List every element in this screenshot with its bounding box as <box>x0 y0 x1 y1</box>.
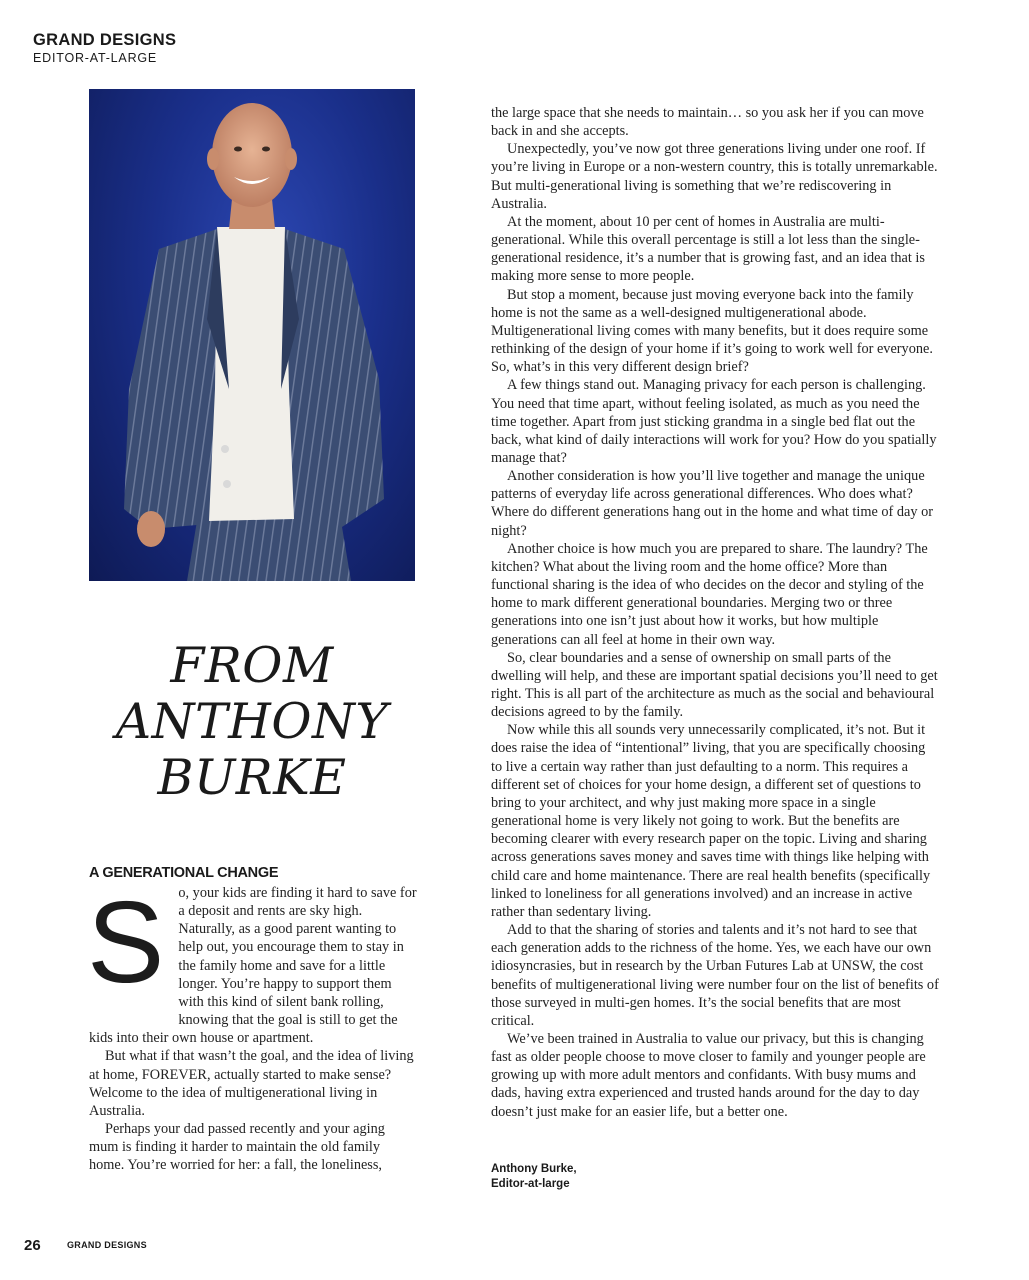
headline-line: FROM <box>170 637 334 694</box>
author-byline <box>491 1162 577 1192</box>
body-paragraph: But what if that wasn’t the goal, and the idea of living at home, FOREVER, actually started to make sense? Welcome to the idea of multigenerational living in Australia. <box>89 1048 414 1119</box>
body-paragraph: But stop a moment, because just moving everyone back into the family home is not the same as a well-designed multigenerational abode. Multigenerational living comes with many benefits, but it does require some rethinking of the design of your home if it’s going to work well for everyone. So, what’s in this very different design brief? <box>491 286 933 376</box>
headline-line: BURKE <box>157 749 347 806</box>
byline-role: Editor-at-large <box>491 1178 570 1190</box>
body-paragraph: Another choice is how much you are prepared to share. The laundry? The kitchen? What about the living room and the home office? More than functional sharing is the idea of who decides on the decor and styling of the home to mark different generational boundaries. Merging two or three generations into one isn’t just about how it works, but how multiple generations can all feel at home in their own way. <box>491 540 928 648</box>
body-paragraph: So, clear boundaries and a sense of ownership on small parts of the dwelling will help, and these are important spatial decisions you’ll need to get right. This is all part of the architecture as much as the social and behavioural decisions agreed to by the family. <box>491 649 938 721</box>
body-paragraph: Unexpectedly, you’ve now got three generations living under one roof. If you’re living in Europe or a non-western country, this is totally unremarkable. But multi-generational living is something that we’re rediscovering in Australia. <box>491 141 938 212</box>
body-paragraph: A few things stand out. Managing privacy for each person is challenging. You need that time apart, without feeling isolated, as much as you need the time together. Apart from just sticking grandma in a single bed flat out the back, what kind of daily interactions will work for you? How do you spatially manage that? <box>491 377 937 466</box>
body-paragraph: Another consideration is how you’ll live together and manage the unique patterns of everyday life across generational differences. Who does what? Where do different generations hang out in the home and what time of day or night? <box>491 468 934 539</box>
section-heading: A GENERATIONAL CHANGE <box>89 865 279 881</box>
body-paragraph: We’ve been trained in Australia to value our privacy, but this is changing fast as older people choose to move closer to family and younger people are growing up with more adult mentors and confidants. With busy mums and dads, having extra experienced and trusted hands around for the day to day doesn’t just make for an easier life, but a better one. <box>491 1030 926 1120</box>
drop-cap: S <box>87 877 165 1007</box>
section-subtitle: EDITOR-AT-LARGE <box>33 51 158 65</box>
body-column-left <box>87 877 417 1175</box>
body-column-right <box>491 104 939 1121</box>
body-paragraph: Now while this all sounds very unnecessarily complicated, it’s not. But it does raise the idea of “intentional” living, that you are specifically choosing to live a certain way rather than just defaulting to a norm. This requires a different set of choices for your home design, a different set of questions to bring to your architect, and why just making more space in a single generational home is very likely not going to work. But the benefits are becoming clearer with every research paper on the topic. Living and sharing across generations saves money and saves time with things like helping with child care and home maintenance. There are real health benefits (specifically linked to loneliness for all generations involved) and an increase in active rather than sedentary living. <box>491 722 931 920</box>
headline-line: ANTHONY <box>115 693 389 750</box>
body-paragraph: o, your kids are finding it hard to save for a deposit and rents are sky high. Naturally, as a good parent wanting to help out, you encourage them to stay in the family home and save for a little longer. You’re happy to support them with this kind of silent bank rolling, knowing that the goal is still to get the kids into their own house or apartment. <box>89 885 417 1047</box>
page-number: 26 <box>24 1237 41 1254</box>
section-title: GRAND DESIGNS <box>33 31 177 49</box>
portrait-illustration <box>89 89 415 581</box>
body-paragraph: Add to that the sharing of stories and talents and it’s not hard to see that each generation adds to the richness of the home. Yes, we each have our own idiosyncrasies, but in research by the Urban Futures Lab at UNSW, the cost benefits of multigenerational living were number four on the list of benefits of those surveyed in multi-gen homes. It’s the social benefits that are most critical. <box>491 922 939 1029</box>
byline-name: Anthony Burke, <box>491 1163 577 1175</box>
body-paragraph: At the moment, about 10 per cent of homes in Australia are multi-generational. While this overall percentage is still a lot less than the single-generational residence, it’s a number that is growing fast, and an idea that is making more sense to more people. <box>491 213 925 285</box>
body-paragraph: Perhaps your dad passed recently and your aging mum is finding it harder to maintain the old family home. You’re worried for her: a fall, the loneliness, <box>89 1121 385 1174</box>
footer-publication-name: GRAND DESIGNS <box>67 1240 147 1250</box>
body-paragraph: the large space that she needs to maintain… so you ask her if you can move back in and she accepts. <box>491 105 924 140</box>
author-portrait-photo <box>89 89 415 581</box>
article-headline <box>89 638 415 806</box>
